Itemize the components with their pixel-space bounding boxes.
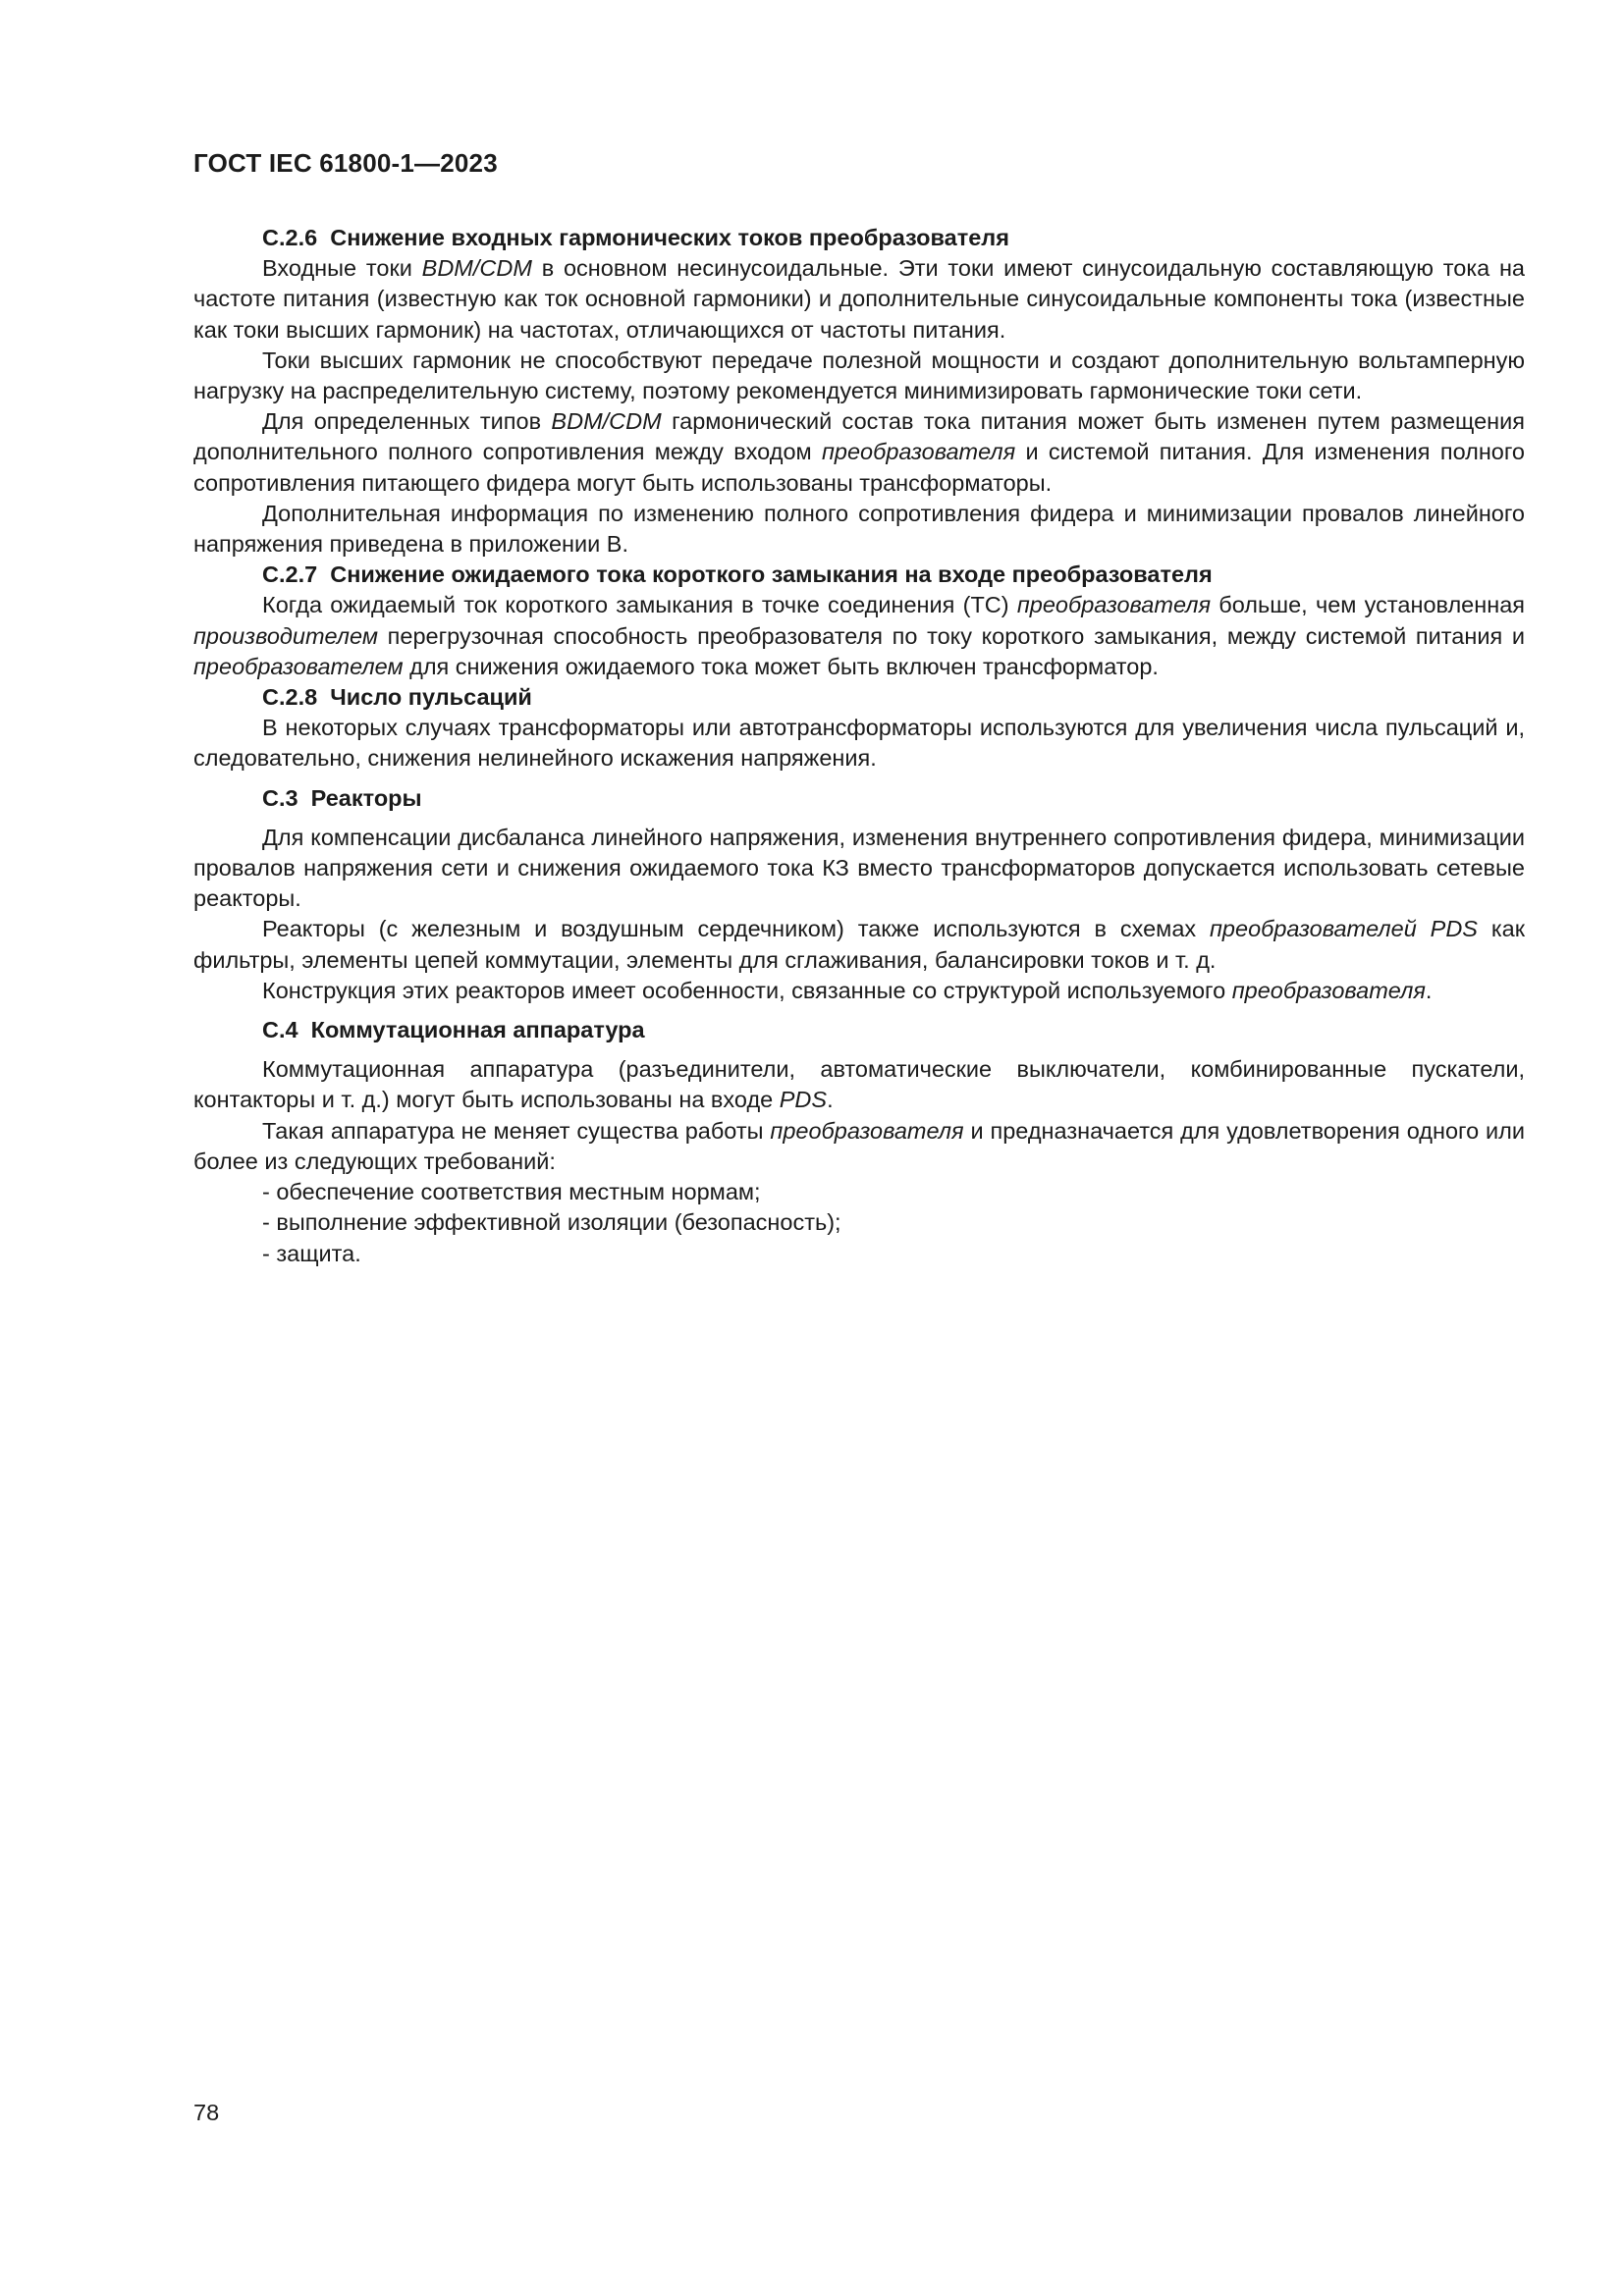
text-run: .	[827, 1087, 834, 1113]
section-title: Снижение входных гармонических токов преобразователя	[330, 225, 1009, 250]
italic-term: BDM/CDM	[421, 255, 532, 282]
italic-term: преобразователя	[1231, 977, 1426, 1003]
list-item: - обеспечение соответствия местным нормам;	[262, 1179, 761, 1205]
section-heading-c3	[193, 783, 1525, 814]
section-title: Коммутационная аппаратура	[310, 1017, 645, 1043]
text-run: как фильтры, элементы цепей коммутации, элементы для сглаживания, балансировки токов и т. д.	[193, 916, 1525, 973]
text-run: для снижения ожидаемого тока может быть включен трансформатор.	[403, 653, 1159, 679]
paragraph: В некоторых случаях трансформаторы или автотрансформаторы используются для увеличения числа пульсаций и, следовательно, снижения нелинейного искажения напряжения.	[193, 715, 1525, 772]
paragraph	[193, 1054, 1525, 1115]
text-run: и предназначается для удовлетворения одного или более из следующих требований:	[193, 1117, 1525, 1174]
italic-term: производителем	[193, 622, 378, 649]
italic-term: преобразователя	[770, 1117, 964, 1144]
section-heading-c28	[193, 682, 1525, 713]
italic-term: преобразователя	[1016, 592, 1212, 618]
paragraph	[193, 1116, 1525, 1177]
paragraph	[193, 976, 1525, 1006]
text-run: Коммутационная аппаратура (разъединители, автоматические выключатели, комбинированные пускатели, контакторы и т. д.) могут быть использованы на входе	[193, 1056, 1525, 1113]
text-run: Реакторы (с железным и воздушным сердечником) также используются в схемах	[262, 916, 1210, 942]
document-body	[193, 223, 1525, 1269]
paragraph: Токи высших гармоник не способствуют передаче полезной мощности и создают дополнительную вольтамперную нагрузку на распределительную систему, поэтому рекомендуется минимизировать гармонические токи сети.	[193, 347, 1525, 404]
text-run: Для определенных типов	[262, 408, 552, 435]
paragraph: Для компенсации дисбаланса линейного напряжения, изменения внутреннего сопротивления фидера, минимизации провалов напряжения сети и снижения ожидаемого тока КЗ вместо трансформаторов допускается использовать сетевые реакторы.	[193, 824, 1525, 912]
text-run: Когда ожидаемый ток короткого замыкания в точке соединения (ТС)	[262, 592, 1017, 618]
section-heading-c27	[193, 560, 1525, 590]
text-run: Входные токи	[262, 255, 422, 282]
text-run: .	[1425, 977, 1433, 1003]
section-title: Реакторы	[310, 784, 422, 811]
paragraph: Дополнительная информация по изменению полного сопротивления фидера и минимизации провалов линейного напряжения приведена в приложении В.	[193, 500, 1525, 558]
section-heading-c26	[193, 223, 1525, 253]
section-number: С.2.6	[262, 225, 318, 250]
section-number: С.2.8	[262, 684, 318, 711]
italic-term: PDS	[779, 1087, 828, 1113]
italic-term: преобразователем	[193, 653, 404, 679]
section-number: С.3	[262, 784, 298, 811]
text-run: больше, чем установленная	[1211, 592, 1525, 618]
text-run: Такая аппаратура не меняет существа работы	[262, 1117, 771, 1144]
paragraph	[193, 406, 1525, 499]
paragraph	[193, 590, 1525, 682]
section-heading-c4	[193, 1015, 1525, 1045]
italic-term: преобразователей PDS	[1210, 916, 1478, 942]
section-title: Снижение ожидаемого тока короткого замыкания на входе преобразователя	[330, 561, 1213, 588]
list-item: - выполнение эффективной изоляции (безопасность);	[262, 1209, 841, 1236]
text-run: и системой питания. Для изменения полного сопротивления питающего фидера могут быть использованы трансформаторы.	[193, 439, 1526, 496]
text-run: гармонический состав тока питания может быть изменен путем размещения дополнительного полного сопротивления между входом	[193, 408, 1525, 465]
text-run: перегрузочная способность преобразователя по току короткого замыкания, между системой питания и	[377, 622, 1525, 649]
list-item: - защита.	[262, 1240, 361, 1266]
section-number: С.2.7	[262, 561, 318, 588]
paragraph	[193, 253, 1525, 346]
italic-term: BDM/CDM	[551, 408, 662, 435]
section-title: Число пульсаций	[330, 684, 532, 711]
paragraph	[193, 914, 1525, 975]
section-number: С.4	[262, 1017, 298, 1043]
text-run: Конструкция этих реакторов имеет особенности, связанные со структурой используемого	[262, 977, 1232, 1003]
text-run: в основном несинусоидальные. Эти токи имеют синусоидальную составляющую тока на частоте питания (известную как ток основной гармоники) и дополнительные синусоидальные компоненты тока (известные как токи высших гармоник) на частотах, отличающихся от частоты питания.	[193, 255, 1526, 343]
document-header: ГОСТ IEC 61800-1—2023	[193, 148, 498, 178]
page-number: 78	[193, 2100, 220, 2125]
italic-term: преобразователя	[821, 439, 1016, 465]
